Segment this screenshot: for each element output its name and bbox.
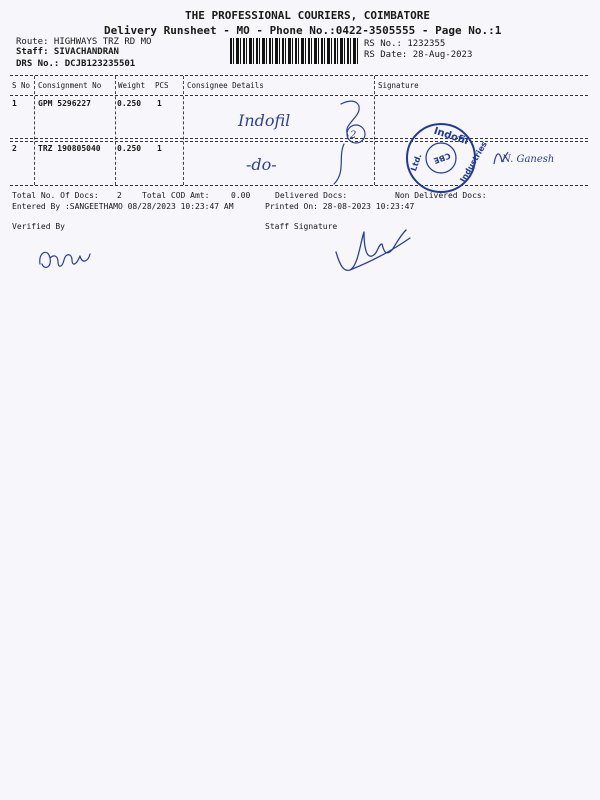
company-stamp [398,120,489,196]
stamp-center: CBE [432,150,452,166]
stamp-name: Indofil [432,125,470,148]
row2-pcs: 1 [157,144,162,153]
printed-on: Printed On: 28-08-2023 10:23:47 [265,202,415,211]
stamp-ltd: Ltd. [409,152,424,173]
row2-consignee-handwriting: -do- [246,155,277,174]
drs-number: DRS No.: DCJB123235501 [16,59,136,69]
company-title: THE PROFESSIONAL COURIERS, COIMBATORE [185,9,431,22]
non-delivered-docs-label: Non Delivered Docs: [395,191,487,200]
col-header-consignment: Consignment No [38,81,102,90]
col-rule [115,76,116,185]
row1-mark: 2 [350,130,357,141]
receiver-signature [488,138,558,174]
col-header-sno: S No [12,81,31,90]
row2-weight: 0.250 [117,144,142,153]
col-header-weight: Weight [118,81,146,90]
staff-signature-label: Staff Signature [265,222,338,231]
entered-by: Entered By :SANGEETHAMO 08/28/2023 10:23:47 AM [12,202,234,211]
rs-number: RS No.: 1232355 [364,39,446,49]
total-cod-value: 0.00 [231,191,251,200]
col-header-pcs: PCS [155,81,169,90]
row1-sno: 1 [12,99,17,108]
col-header-signature: Signature [378,81,419,90]
row2-consignment: TRZ 190805040 [38,144,101,153]
col-header-consignee: Consignee Details [187,81,264,90]
verifier-signature [36,238,106,274]
total-docs-label: Total No. Of Docs: [12,191,99,200]
route-label: Route: HIGHWAYS TRZ RD MO [16,37,152,47]
staff-signature [330,222,420,278]
total-docs-value: 2 [117,191,122,200]
stamp-industries: Industries [458,139,489,184]
delivered-docs-label: Delivered Docs: [275,191,348,200]
table-top-rule [10,75,588,76]
barcode [230,38,358,64]
staff-label: Staff: SIVACHANDRAN [16,47,119,57]
row1-consignment: GPM 5296227 [38,99,91,108]
total-cod-label: Total COD Amt: [142,191,210,200]
row1-pcs: 1 [157,99,162,108]
row2-sno: 2 [12,144,17,153]
row1-consignee-handwriting: Indofil [238,111,291,130]
runsheet-title: Delivery Runsheet - MO - Phone No.:0422-3505555 - Page No.:1 [104,24,502,37]
row1-weight: 0.250 [117,99,142,108]
verified-by-label: Verified By [12,222,65,231]
col-rule [34,76,35,185]
handwritten-consignee [186,96,376,188]
receiver-signature-text: N. Ganesh [502,154,555,165]
col-rule [183,76,184,185]
rs-date: RS Date: 28-Aug-2023 [364,50,473,60]
